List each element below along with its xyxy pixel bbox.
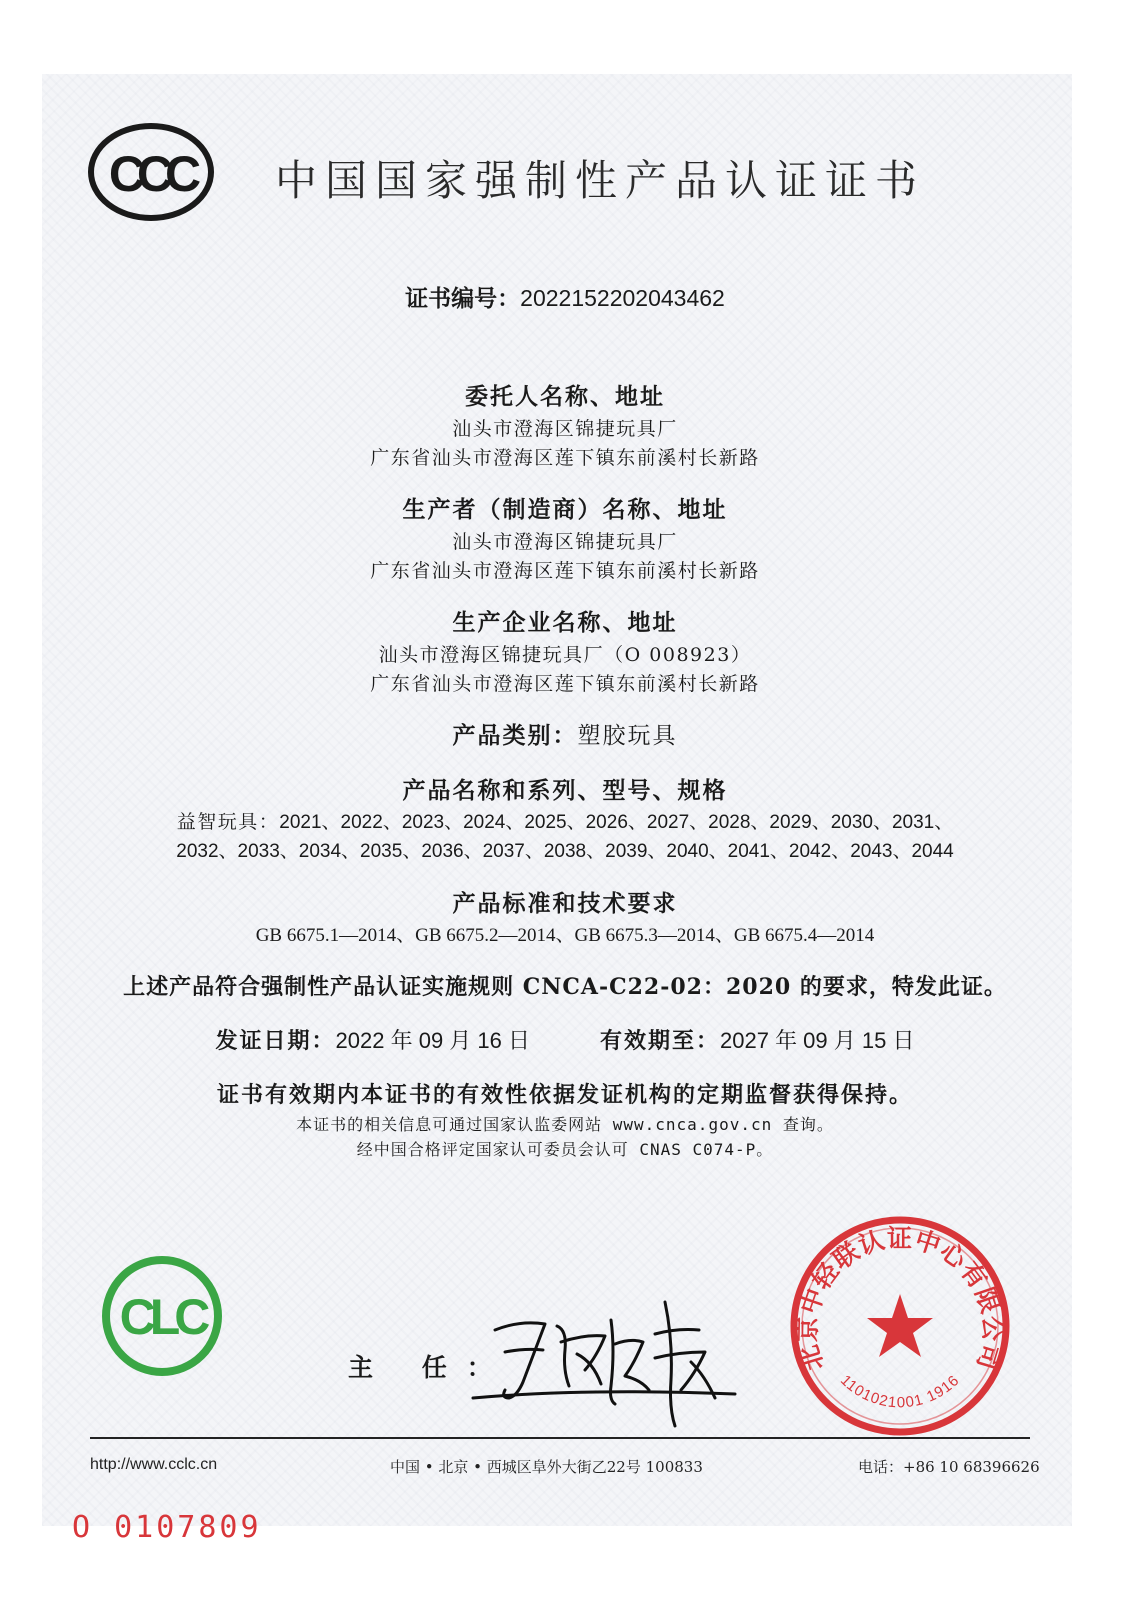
models-line-1	[80, 807, 1050, 834]
svg-text:1101021001 1916: 1101021001 1916	[836, 1371, 964, 1412]
accreditation-note: 经中国合格评定国家认可委员会认可 CNAS C074-P。	[356, 1140, 774, 1159]
factory-name: 汕头市澄海区锦捷玩具厂（O 008923）	[378, 644, 752, 666]
official-seal	[786, 1212, 1014, 1440]
issue-date-value: 2022 年 09 月 16 日	[335, 1028, 530, 1053]
product-category-label: 产品类别：	[452, 722, 578, 749]
svg-text:CCC: CCC	[108, 146, 194, 202]
svg-text:CLC: CLC	[119, 1289, 205, 1345]
conformity-statement: 上述产品符合强制性产品认证实施规则 CNCA-C22-02：2020 的要求，特发此证。	[123, 974, 1007, 1000]
validity-note: 证书有效期内本证书的有效性依据发证机构的定期监督获得保持。	[216, 1082, 913, 1108]
footer-divider	[90, 1437, 1030, 1439]
applicant-name: 汕头市澄海区锦捷玩具厂	[452, 418, 678, 440]
certificate-number-label: 证书编号：	[405, 285, 521, 312]
expiry-date-label: 有效期至：	[600, 1028, 721, 1054]
standards-heading: 产品标准和技术要求	[452, 890, 678, 917]
footer-phone: 电话：+86 10 68396626	[858, 1458, 1040, 1476]
factory-heading: 生产企业名称、地址	[452, 609, 678, 636]
clc-logo	[100, 1254, 224, 1378]
models-prefix: 益智玩具：	[176, 811, 280, 833]
standards-value: GB 6675.1—2014、GB 6675.2—2014、GB 6675.3—2014、GB 6675.4—2014	[255, 925, 875, 946]
dates-row	[80, 1024, 1050, 1055]
serial-number: O 0107809	[72, 1510, 262, 1545]
certificate-title: 中国国家强制性产品认证证书	[274, 156, 925, 205]
product-category-value: 塑胶玩具	[577, 723, 678, 749]
factory-address: 广东省汕头市澄海区莲下镇东前溪村长新路	[370, 673, 760, 695]
issue-date-label: 发证日期：	[215, 1028, 336, 1054]
certificate-number-row	[80, 280, 1050, 313]
info-note: 本证书的相关信息可通过国家认监委网站 www.cnca.gov.cn 查询。	[296, 1115, 834, 1134]
models-list-1: 2021、2022、2023、2024、2025、2026、2027、2028、2029、2030、2031、	[279, 812, 954, 833]
manufacturer-heading: 生产者（制造商）名称、地址	[402, 496, 728, 523]
applicant-address: 广东省汕头市澄海区莲下镇东前溪村长新路	[370, 447, 760, 469]
footer-url: http://www.cclc.cn	[90, 1456, 218, 1473]
manufacturer-name: 汕头市澄海区锦捷玩具厂	[452, 531, 678, 553]
footer-address: 中国 • 北京 • 西城区阜外大街乙22号 100833	[390, 1458, 703, 1476]
models-line-2: 2032、2033、2034、2035、2036、2037、2038、2039、2040、2041、2042、2043、2044	[176, 841, 954, 862]
product-category-row	[80, 717, 1050, 750]
director-label: 主 任：	[348, 1353, 512, 1382]
manufacturer-address: 广东省汕头市澄海区莲下镇东前溪村长新路	[370, 560, 760, 582]
certificate-number: 2022152202043462	[520, 285, 725, 311]
svg-text:北京中轻联认证中心有限公司: 北京中轻联认证中心有限公司	[792, 1223, 1008, 1375]
models-heading: 产品名称和系列、型号、规格	[402, 777, 728, 804]
expiry-date-value: 2027 年 09 月 15 日	[720, 1028, 915, 1053]
applicant-heading: 委托人名称、地址	[465, 383, 665, 410]
director-signature	[465, 1290, 750, 1430]
ccc-logo	[86, 120, 216, 224]
